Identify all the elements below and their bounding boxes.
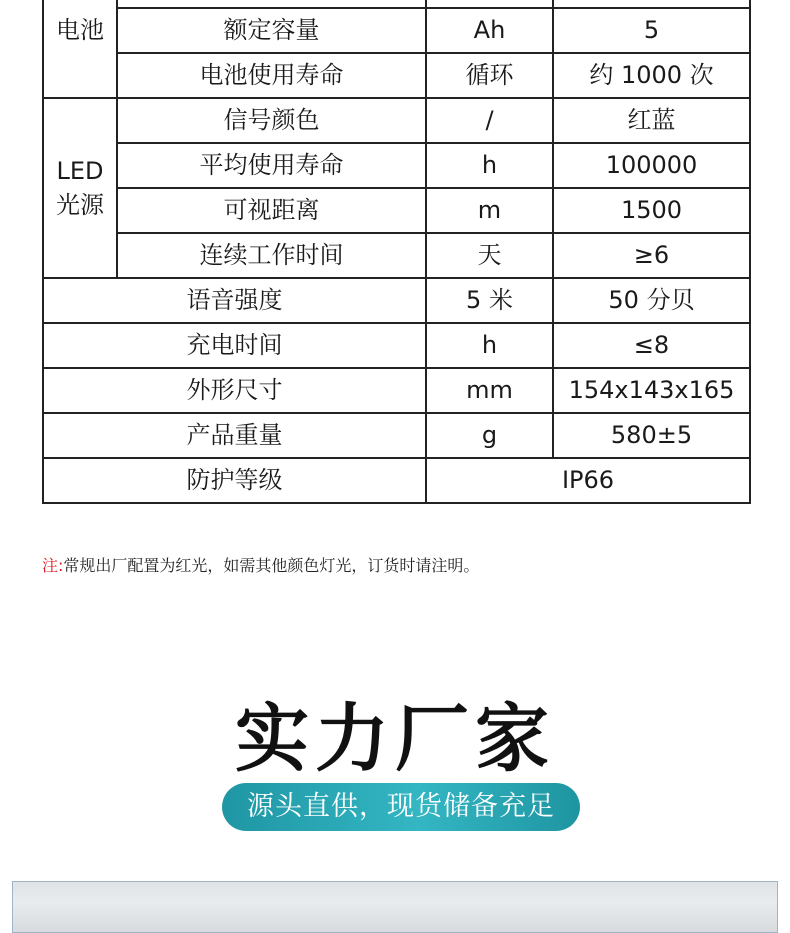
item-cell: 电池使用寿命 — [117, 53, 426, 98]
value-cell: 154x143x165 — [553, 368, 750, 413]
table-row — [43, 368, 750, 413]
value-cell: 1500 — [553, 188, 750, 233]
item-cell: 平均使用寿命 — [117, 143, 426, 188]
item-cell: 语音强度 — [43, 278, 426, 323]
unit-cell: 循环 — [426, 53, 553, 98]
unit-cell: / — [426, 98, 553, 143]
item-cell: 防护等级 — [43, 458, 426, 503]
unit-cell: m — [426, 188, 553, 233]
item-cell: 充电时间 — [43, 323, 426, 368]
unit-cell: 5 米 — [426, 278, 553, 323]
unit-cell: h — [426, 323, 553, 368]
value-cell: ≥6 — [553, 233, 750, 278]
subtitle-pill: 源头直供，现货储备充足 — [222, 783, 580, 831]
table-row — [43, 98, 750, 143]
table-row — [43, 323, 750, 368]
value-cell: ≤8 — [553, 323, 750, 368]
footnote-text: 常规出厂配置为红光，如需其他颜色灯光，订货时请注明。 — [63, 556, 480, 575]
item-cell: 可视距离 — [117, 188, 426, 233]
table-row — [43, 278, 750, 323]
item-cell: 产品重量 — [43, 413, 426, 458]
table-row — [43, 8, 750, 53]
value-cell: 5 — [553, 8, 750, 53]
unit-cell: h — [426, 143, 553, 188]
table-row — [43, 188, 750, 233]
value-cell: 100000 — [553, 143, 750, 188]
table-row — [43, 458, 750, 503]
value-cell: IP66 — [426, 458, 750, 503]
unit-cell — [426, 0, 553, 8]
item-cell: 额定容量 — [117, 8, 426, 53]
unit-cell: Ah — [426, 8, 553, 53]
factory-photo — [12, 881, 778, 933]
item-cell: 外形尺寸 — [43, 368, 426, 413]
footnote-prefix: 注: — [42, 556, 64, 575]
table-row — [43, 413, 750, 458]
battery-group-cell: 电池 — [43, 0, 117, 98]
value-cell: 约 1000 次 — [553, 53, 750, 98]
led-group-line1: LED — [56, 156, 104, 185]
item-cell — [117, 0, 426, 8]
table-row — [43, 143, 750, 188]
table-row — [43, 233, 750, 278]
item-cell: 连续工作时间 — [117, 233, 426, 278]
value-cell: 580±5 — [553, 413, 750, 458]
value-cell: 红蓝 — [553, 98, 750, 143]
spec-table — [42, 0, 751, 504]
table-row — [43, 0, 750, 8]
value-cell: 50 分贝 — [553, 278, 750, 323]
unit-cell: mm — [426, 368, 553, 413]
item-cell: 信号颜色 — [117, 98, 426, 143]
section-title: 实力厂家 — [235, 696, 555, 782]
unit-cell: g — [426, 413, 553, 458]
led-group-line2: 光源 — [56, 191, 104, 219]
footnote — [42, 553, 479, 576]
value-cell — [553, 0, 750, 8]
table-row — [43, 53, 750, 98]
led-group-cell — [43, 98, 117, 278]
unit-cell: 天 — [426, 233, 553, 278]
